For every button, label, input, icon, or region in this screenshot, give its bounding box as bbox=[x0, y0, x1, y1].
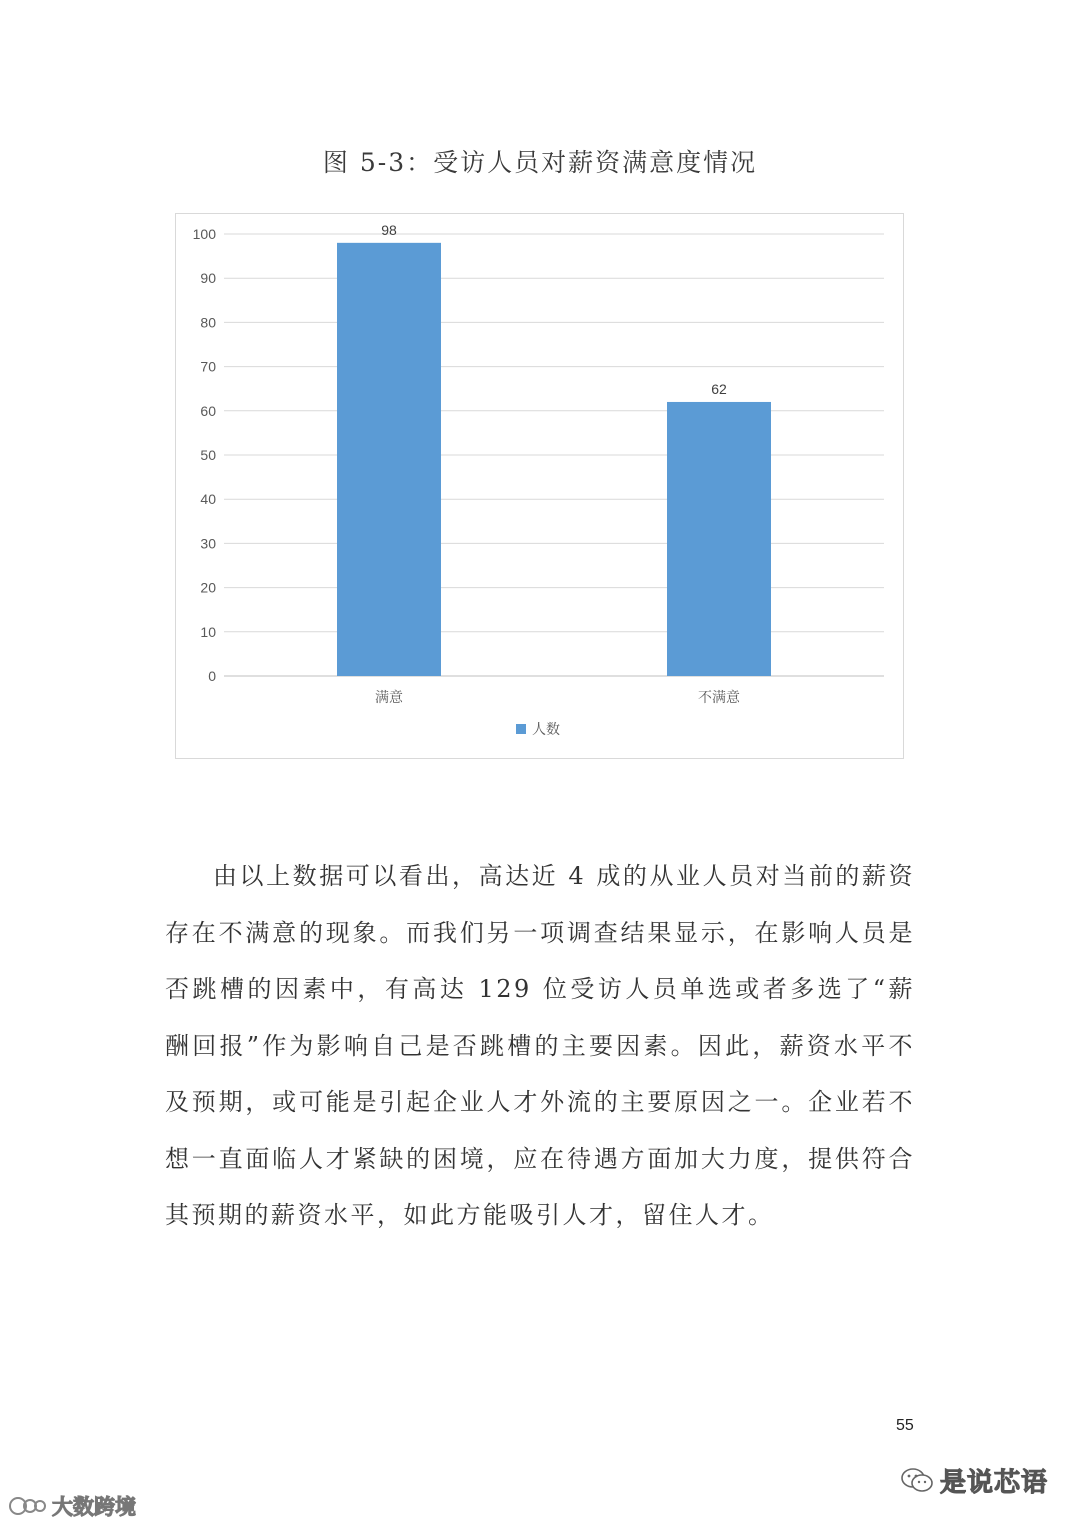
page-number: 55 bbox=[896, 1417, 914, 1434]
body-text bbox=[165, 848, 915, 1244]
watermark-left-text: 大数跨境 bbox=[52, 1495, 136, 1519]
x-tick-label: 满意 bbox=[375, 690, 403, 706]
body-paragraph: 由以上数据可以看出，高达近 4 成的从业人员对当前的薪资存在不满意的现象。而我们另一项调查结果显示，在影响人员是否跳槽的因素中，有高达 129 位受访人员单选或者多选了“薪酬回报”作为影响自己是否跳槽的主要因素。因此，薪资水平不及预期，或可能是引起企业人才外流的主要原因之一。企业若不想一直面临人才紧缺的困境，应在待遇方面加大力度，提供符合其预期的薪资水平，如此方能吸引人才，留住人才。 bbox=[165, 862, 915, 1229]
logo-icon bbox=[8, 1494, 48, 1518]
y-tick-label: 90 bbox=[200, 270, 216, 287]
figure-title: 图 5-3：受访人员对薪资满意度情况 bbox=[322, 148, 758, 177]
x-tick-label: 不满意 bbox=[698, 690, 740, 706]
y-tick-label: 10 bbox=[200, 623, 216, 640]
y-tick-label: 30 bbox=[200, 535, 216, 552]
y-tick-label: 20 bbox=[200, 579, 216, 596]
wechat-icon bbox=[900, 1466, 934, 1494]
bar-chart bbox=[175, 213, 904, 759]
data-label: 62 bbox=[711, 380, 727, 397]
watermark-left bbox=[8, 1490, 136, 1522]
y-tick-label: 50 bbox=[200, 447, 216, 463]
watermark-right-text: 是说芯语 bbox=[940, 1467, 1049, 1498]
watermark-right bbox=[900, 1460, 1048, 1500]
y-tick-label: 70 bbox=[200, 358, 216, 375]
y-tick-label: 80 bbox=[200, 314, 216, 331]
legend-swatch bbox=[516, 724, 526, 734]
bar bbox=[337, 243, 441, 676]
legend-label: 人数 bbox=[532, 722, 560, 738]
chart-canvas bbox=[176, 214, 903, 758]
y-tick-label: 0 bbox=[208, 668, 216, 684]
y-tick-label: 40 bbox=[200, 491, 216, 508]
bar bbox=[667, 402, 771, 676]
y-tick-label: 100 bbox=[192, 226, 216, 242]
data-label: 98 bbox=[381, 221, 397, 238]
y-tick-label: 60 bbox=[200, 402, 216, 419]
